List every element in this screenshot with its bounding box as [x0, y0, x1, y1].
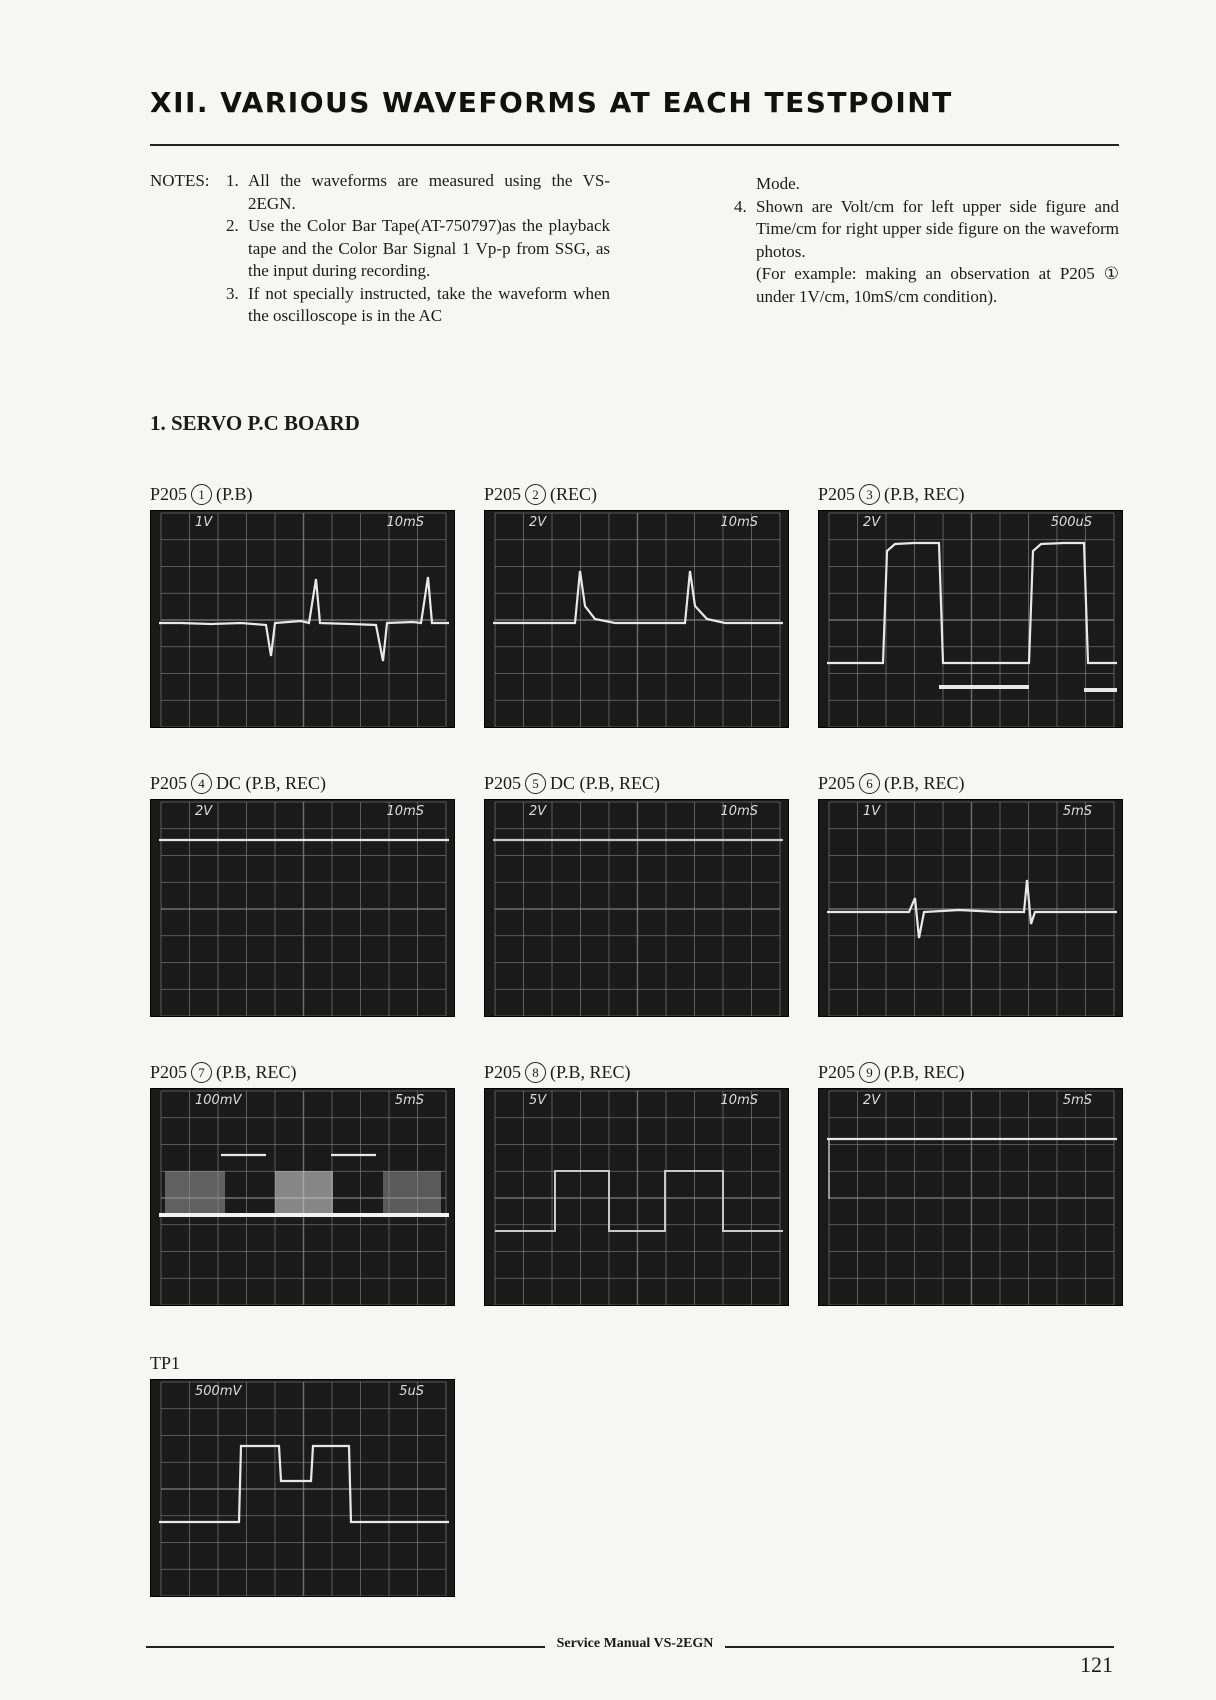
testpoint-name: P205 — [484, 484, 522, 504]
waveform-panel — [150, 484, 455, 730]
time-per-div: 10mS — [720, 515, 758, 530]
note-number: 2. — [226, 216, 239, 235]
note-continuation: Mode. — [756, 174, 800, 193]
testpoint-label — [484, 484, 597, 505]
waveform-panel — [818, 773, 1123, 1019]
waveform-trace — [485, 511, 789, 728]
oscilloscope-screen — [150, 510, 455, 728]
testpoint-label — [150, 1353, 180, 1374]
volt-per-div: 1V — [863, 804, 881, 819]
notes-column-right — [734, 173, 1119, 308]
note-item-4 — [734, 196, 1119, 264]
volt-per-div: 500mV — [195, 1384, 242, 1399]
pin-number: 6 — [859, 773, 880, 794]
page-number: 121 — [1080, 1652, 1113, 1677]
testpoint-name: TP1 — [150, 1353, 181, 1373]
waveform-panel — [484, 773, 789, 1019]
measurement-mode: (P.B, REC) — [884, 1062, 965, 1082]
notes-column-left — [150, 170, 610, 328]
waveform-trace — [819, 511, 1123, 728]
waveform-panel — [484, 484, 789, 730]
waveform-panel — [150, 773, 455, 1019]
oscilloscope-screen — [818, 799, 1123, 1017]
note-number: 3. — [226, 283, 239, 303]
waveform-trace — [819, 800, 1123, 1017]
measurement-mode: (P.B, REC) — [550, 1062, 631, 1082]
oscilloscope-screen — [150, 1379, 455, 1597]
waveform-panel — [150, 1353, 455, 1599]
volt-per-div: 2V — [529, 804, 547, 819]
note-text: All the waveforms are measured using the VS-2EGN. — [248, 171, 610, 213]
oscilloscope-screen — [150, 799, 455, 1017]
testpoint-label — [484, 773, 660, 794]
oscilloscope-screen — [484, 799, 789, 1017]
testpoint-name: P205 — [484, 1062, 522, 1082]
testpoint-name: P205 — [818, 1062, 856, 1082]
note-example: (For example: making an observation at P205 ① under 1V/cm, 10mS/cm condition). — [756, 264, 1119, 306]
testpoint-label — [818, 1062, 965, 1083]
waveform-trace — [151, 1089, 455, 1306]
pin-number: 9 — [859, 1062, 880, 1083]
pin-number: 1 — [191, 484, 212, 505]
time-per-div: 10mS — [386, 515, 424, 530]
measurement-mode: (P.B, REC) — [216, 1062, 297, 1082]
note-item-2 — [150, 215, 610, 283]
measurement-mode: (REC) — [550, 484, 598, 504]
pin-number: 7 — [191, 1062, 212, 1083]
measurement-mode: (P.B, REC) — [884, 773, 965, 793]
volt-per-div: 5V — [529, 1093, 547, 1108]
note-number: 4. — [734, 196, 747, 216]
waveform-trace — [151, 511, 455, 728]
testpoint-label — [818, 773, 965, 794]
waveform-trace — [151, 1380, 455, 1597]
oscilloscope-screen — [818, 1088, 1123, 1306]
time-per-div: 5mS — [394, 1093, 424, 1108]
footer-rule-right — [724, 1646, 1114, 1648]
testpoint-name: P205 — [818, 773, 856, 793]
measurement-mode: (P.B) — [216, 484, 253, 504]
waveform-trace — [151, 800, 455, 1017]
volt-per-div: 100mV — [195, 1093, 242, 1108]
note-text: Use the Color Bar Tape(AT-750797)as the playback tape and the Color Bar Signal 1 Vp-p from SSG, as the input during recording. — [248, 216, 610, 280]
time-per-div: 5uS — [399, 1384, 424, 1399]
volt-per-div: 2V — [863, 515, 881, 530]
testpoint-name: P205 — [150, 484, 188, 504]
oscilloscope-screen — [484, 510, 789, 728]
measurement-mode: DC (P.B, REC) — [550, 773, 661, 793]
volt-per-div: 2V — [529, 515, 547, 530]
testpoint-label — [150, 484, 253, 505]
measurement-mode: DC (P.B, REC) — [216, 773, 327, 793]
volt-per-div: 2V — [195, 804, 213, 819]
time-per-div: 10mS — [720, 804, 758, 819]
waveform-trace — [485, 800, 789, 1017]
section-heading: 1. SERVO P.C BOARD — [150, 411, 360, 435]
pin-number: 8 — [525, 1062, 546, 1083]
pin-number: 4 — [191, 773, 212, 794]
footer-manual-title: Service Manual VS-2EGN — [545, 1636, 725, 1652]
testpoint-label — [818, 484, 965, 505]
footer-rule-left — [146, 1646, 546, 1648]
testpoint-name: P205 — [484, 773, 522, 793]
time-per-div: 5mS — [1062, 1093, 1092, 1108]
note-text: If not specially instructed, take the waveform when the oscilloscope is in the AC — [248, 283, 610, 325]
time-per-div: 10mS — [720, 1093, 758, 1108]
oscilloscope-screen — [818, 510, 1123, 728]
volt-per-div: 2V — [863, 1093, 881, 1108]
testpoint-label — [150, 773, 326, 794]
testpoint-name: P205 — [150, 773, 188, 793]
waveform-trace — [819, 1089, 1123, 1306]
testpoint-label — [150, 1062, 297, 1083]
testpoint-name: P205 — [150, 1062, 188, 1082]
page-title: XII. VARIOUS WAVEFORMS AT EACH TESTPOINT — [150, 86, 953, 119]
waveform-panel — [818, 484, 1123, 730]
note-number: 1. — [226, 171, 239, 190]
pin-number: 2 — [525, 484, 546, 505]
note-item-1 — [150, 170, 610, 215]
time-per-div: 5mS — [1062, 804, 1092, 819]
notes-label: NOTES: — [150, 171, 210, 190]
measurement-mode: (P.B, REC) — [884, 484, 965, 504]
waveform-panel — [818, 1062, 1123, 1308]
pin-number: 5 — [525, 773, 546, 794]
time-per-div: 10mS — [386, 804, 424, 819]
waveform-panel — [484, 1062, 789, 1308]
testpoint-name: P205 — [818, 484, 856, 504]
title-rule — [150, 144, 1119, 146]
pin-number: 3 — [859, 484, 880, 505]
note-text: Shown are Volt/cm for left upper side figure and Time/cm for right upper side figure on the waveform photos. — [756, 196, 1119, 261]
waveform-panel — [150, 1062, 455, 1308]
oscilloscope-screen — [484, 1088, 789, 1306]
volt-per-div: 1V — [195, 515, 213, 530]
oscilloscope-screen — [150, 1088, 455, 1306]
waveform-trace — [485, 1089, 789, 1306]
testpoint-label — [484, 1062, 631, 1083]
time-per-div: 500uS — [1050, 515, 1092, 530]
note-item-3 — [150, 283, 610, 328]
